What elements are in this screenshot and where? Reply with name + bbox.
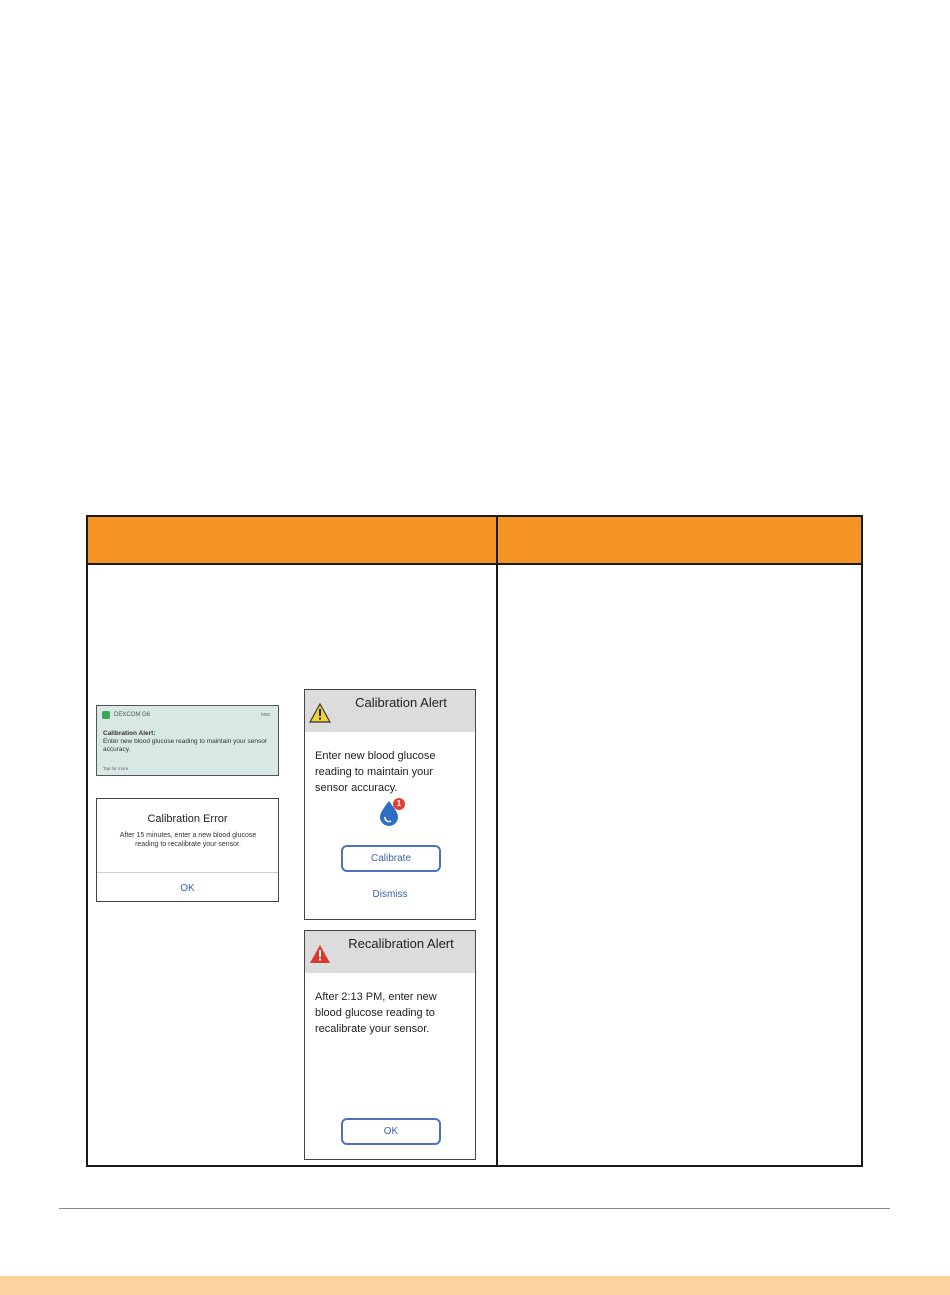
table-header-left xyxy=(86,515,498,565)
calibration-alert-body: Enter new blood glucose reading to maintain your sensor accuracy. xyxy=(315,750,436,794)
app-icon xyxy=(102,711,110,719)
notification-time: now xyxy=(260,712,270,718)
blood-drop-badge xyxy=(377,797,409,827)
badge-count: 1 xyxy=(396,799,402,808)
blood-drop-icon xyxy=(377,797,409,827)
warning-triangle-icon xyxy=(309,703,331,723)
calibrate-button[interactable]: Calibrate xyxy=(341,845,441,872)
phone-notification[interactable] xyxy=(96,705,279,776)
notification-text: Enter new blood glucose reading to maintain your sensor accuracy. xyxy=(103,738,268,753)
alert-triangle-icon xyxy=(309,944,331,964)
table-cell-right xyxy=(496,563,863,1167)
calibration-error-text: After 15 minutes, enter a new blood glucose reading to recalibrate your sensor. xyxy=(119,832,257,848)
dismiss-button[interactable]: Dismiss xyxy=(372,889,408,900)
table-header-right xyxy=(496,515,863,565)
calibration-error-title: Calibration Error xyxy=(147,813,228,825)
notification-tap-hint: Tap for more xyxy=(103,766,129,771)
recalibration-alert-body: After 2:13 PM, enter new blood glucose reading to recalibrate your sensor. xyxy=(315,991,437,1035)
calibration-error-ok-button[interactable]: OK xyxy=(180,883,195,894)
recalibration-alert-title: Recalibration Alert xyxy=(348,936,454,951)
footer-rule xyxy=(59,1208,890,1209)
notification-title: Calibration Alert: xyxy=(103,730,156,737)
calibration-alert-header xyxy=(305,690,475,732)
notification-app-row xyxy=(102,711,150,719)
calibration-alert-title: Calibration Alert xyxy=(355,695,447,710)
recalibration-alert-screen xyxy=(304,930,476,1160)
notification-app-name: DEXCOM G6 xyxy=(114,712,151,718)
calibration-alert-screen xyxy=(304,689,476,920)
dialog-divider xyxy=(97,872,278,873)
recalibration-alert-header xyxy=(305,931,475,973)
calibration-error-dialog xyxy=(96,798,279,902)
recalibration-ok-button[interactable]: OK xyxy=(341,1118,441,1145)
footer-band xyxy=(0,1276,950,1295)
